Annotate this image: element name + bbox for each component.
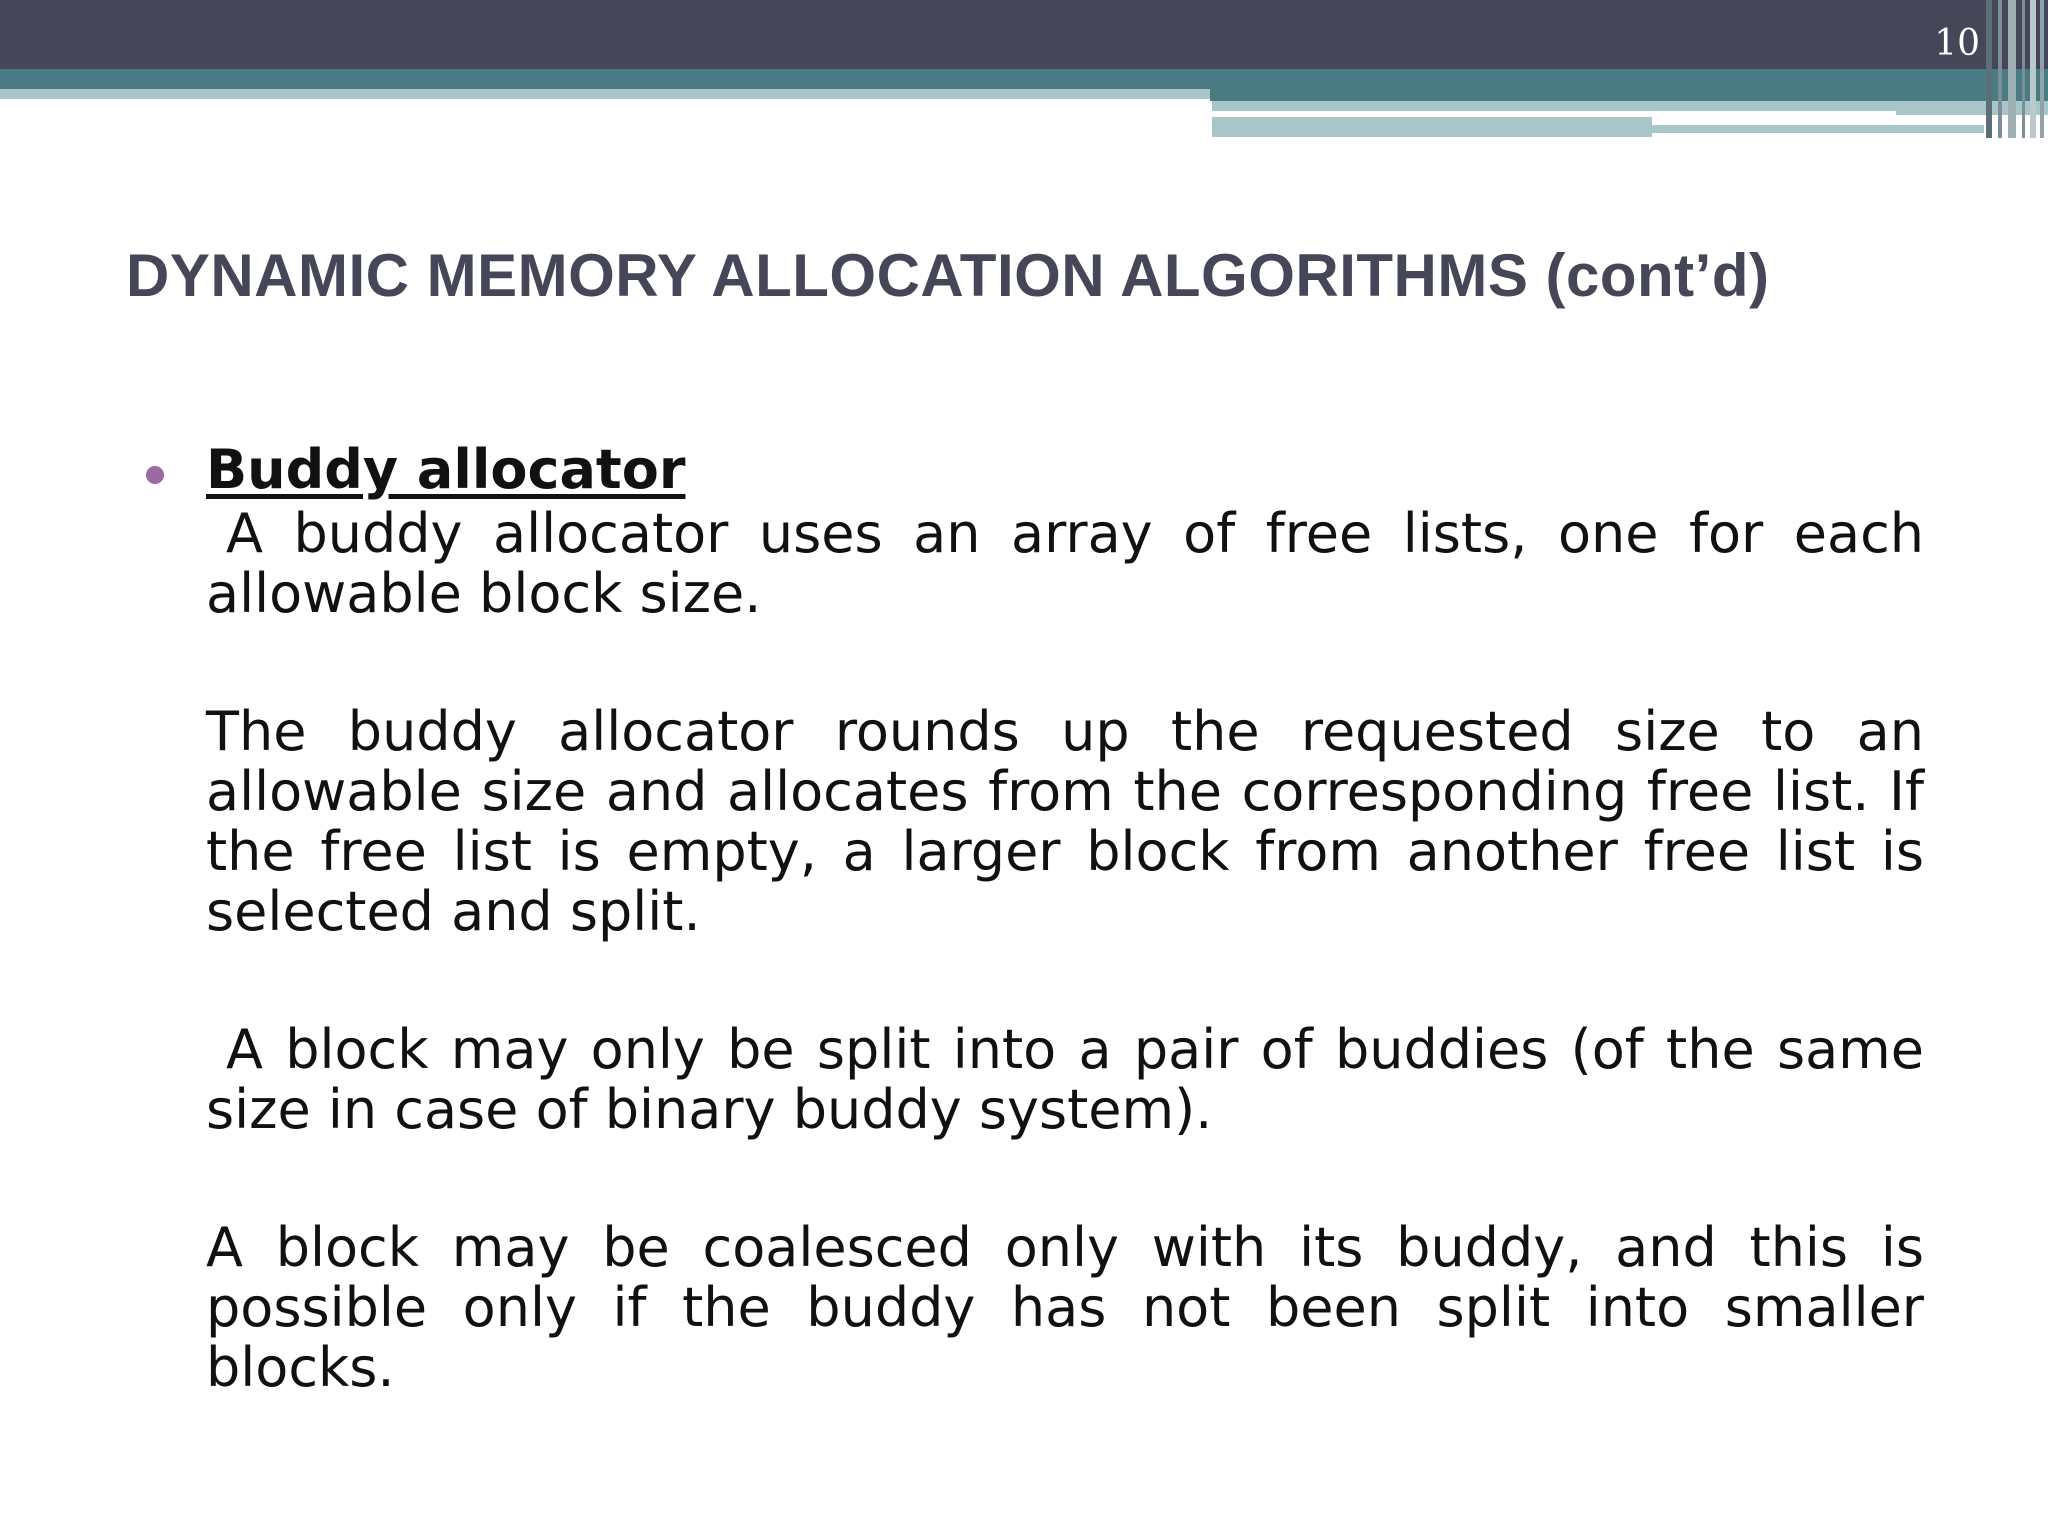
header-band-teal-right <box>1210 69 2048 101</box>
header-band-dark <box>0 0 2048 69</box>
header-stripe <box>2008 0 2016 138</box>
paragraph: A block may be coalesced only with its buddy, and this is possible only if the buddy has not been split into smaller blocks. <box>206 1216 1924 1399</box>
slide-body <box>206 440 1924 1398</box>
slide-title: DYNAMIC MEMORY ALLOCATION ALGORITHMS (cont’d) <box>126 242 1770 309</box>
header-band-teal <box>0 69 1210 89</box>
header-stripe <box>2030 0 2036 138</box>
page-number: 10 <box>1934 23 1980 64</box>
header-stripe <box>1986 0 1992 138</box>
bullet-heading: Buddy allocator <box>206 438 686 501</box>
paragraph: A block may only be split into a pair of buddies (of the same size in case of binary buddy system). <box>206 1018 1924 1141</box>
header-stripe <box>2022 0 2025 138</box>
header-band-light <box>0 89 1210 99</box>
header-band-light-lower <box>1212 117 1652 137</box>
header-band-light-tail <box>1652 125 1984 133</box>
header-stripe <box>2040 0 2044 138</box>
bullet-dot <box>146 466 164 484</box>
header-stripe <box>1998 0 2002 138</box>
paragraph: A buddy allocator uses an array of free lists, one for each allowable block size. <box>206 502 1924 625</box>
paragraph: The buddy allocator rounds up the requested size to an allowable size and allocates from the corresponding free list. If the free list is empty, a larger block from another free list is selected and split. <box>206 700 1924 943</box>
